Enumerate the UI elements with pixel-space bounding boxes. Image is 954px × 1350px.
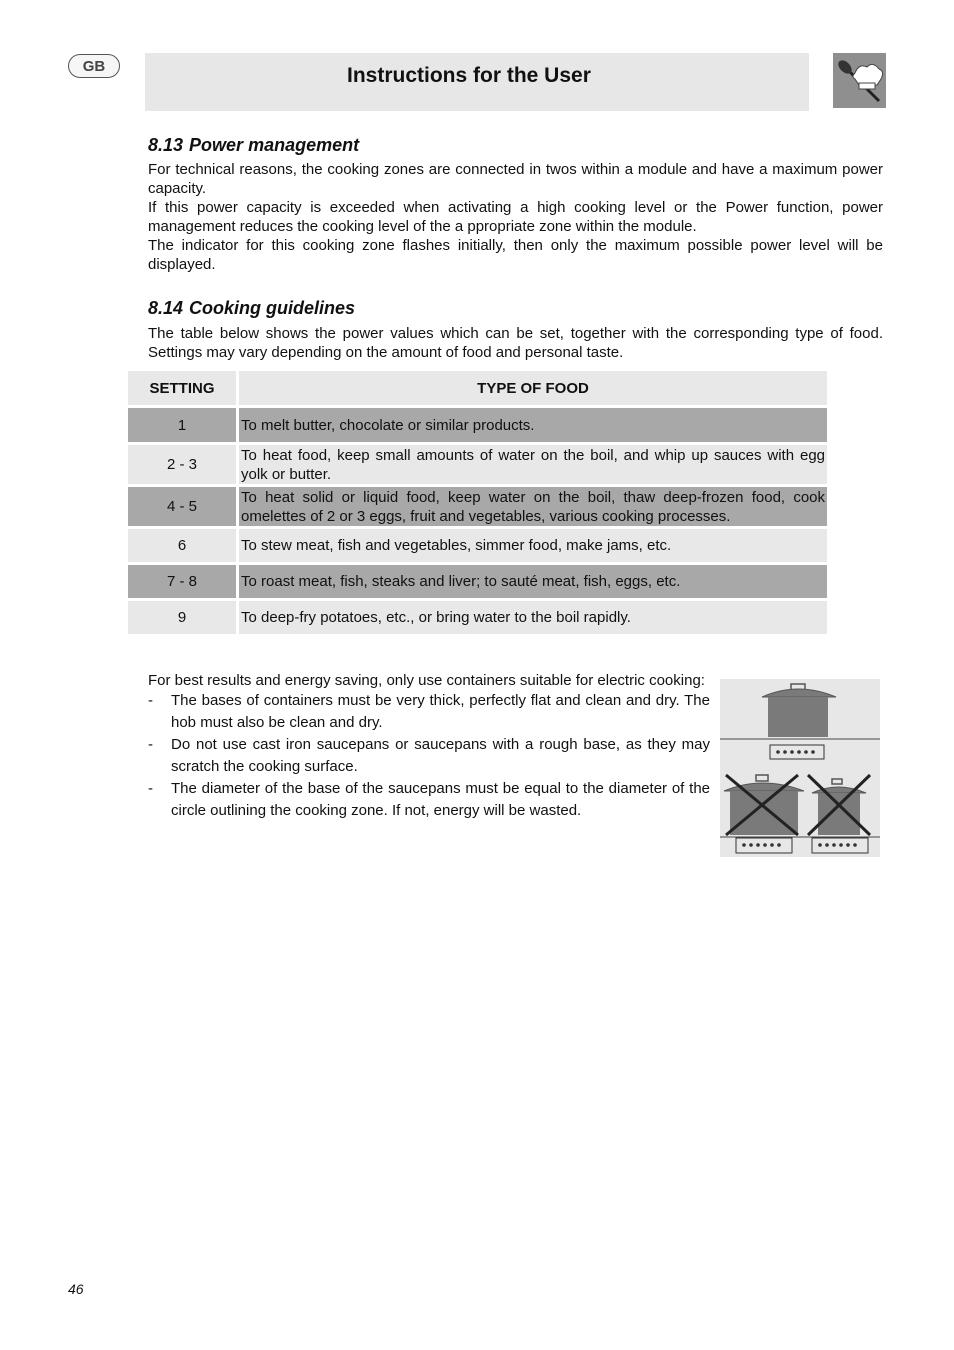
power-management-text	[148, 160, 883, 274]
list-item	[148, 778, 710, 822]
list-item	[148, 690, 710, 734]
setting-cell: 1	[128, 408, 236, 442]
table-row	[128, 565, 827, 598]
column-header-setting: SETTING	[128, 371, 236, 405]
food-cell: To melt butter, chocolate or similar products.	[239, 408, 827, 442]
table-row	[128, 529, 827, 562]
table-row	[128, 445, 827, 484]
bullet-text: Do not use cast iron saucepans or saucepans with a rough base, as they may scratch the cooking surface.	[171, 736, 710, 775]
setting-cell: 4 - 5	[128, 487, 236, 526]
bullet-text: The diameter of the base of the saucepans must be equal to the diameter of the circle outlining the cooking zone. If not, energy will be wasted.	[171, 780, 710, 819]
chef-hat-spoon-icon	[833, 53, 886, 108]
food-cell: To heat solid or liquid food, keep water on the boil, thaw deep-frozen food, cook omelettes of 2 or 3 eggs, fruit and vegetables, various cooking processes.	[241, 488, 825, 525]
table-header-row	[128, 371, 827, 405]
paragraph: If this power capacity is exceeded when activating a high cooking level or the Power function, power management reduces the cooking level of the a ppropriate zone within the module.	[148, 199, 883, 235]
language-badge: GB	[68, 54, 120, 78]
bullet-text: The bases of containers must be very thick, perfectly flat and clean and dry. The hob must also be clean and dry.	[171, 692, 710, 731]
cooking-guidelines-intro	[148, 324, 883, 362]
paragraph: For technical reasons, the cooking zones are connected in twos within a module and have a maximum power capacity.	[148, 161, 883, 197]
setting-cell: 7 - 8	[128, 565, 236, 598]
food-cell: To deep-fry potatoes, etc., or bring water to the boil rapidly.	[239, 601, 827, 634]
bullet-marker: -	[148, 736, 153, 753]
section-heading: Power management	[189, 135, 360, 155]
containers-advice	[148, 671, 710, 822]
column-header-food: TYPE OF FOOD	[239, 371, 827, 405]
food-cell: To heat food, keep small amounts of water on the boil, and whip up sauces with egg yolk or butter.	[241, 446, 825, 483]
table-row	[128, 487, 827, 526]
bullet-marker: -	[148, 692, 153, 709]
page-title: Instructions for the User	[347, 64, 591, 87]
table-row	[128, 408, 827, 442]
section-number: 8.13	[148, 135, 184, 155]
cooking-guidelines-table	[128, 368, 827, 637]
paragraph: The table below shows the power values which can be set, together with the corresponding type of food. Settings may vary depending on the amount of food and personal taste.	[148, 325, 883, 361]
setting-cell: 9	[128, 601, 236, 634]
containers-intro: For best results and energy saving, only use containers suitable for electric cooking:	[148, 672, 705, 689]
section-title-power-management	[148, 135, 359, 156]
bullet-marker: -	[148, 780, 153, 797]
setting-cell: 6	[128, 529, 236, 562]
food-cell: To roast meat, fish, steaks and liver; to sauté meat, fish, eggs, etc.	[239, 565, 827, 598]
page-number: 46	[68, 1281, 84, 1297]
list-item	[148, 734, 710, 778]
setting-cell: 2 - 3	[128, 445, 236, 484]
section-heading: Cooking guidelines	[189, 298, 356, 318]
food-cell: To stew meat, fish and vegetables, simmer food, make jams, etc.	[239, 529, 827, 562]
saucepan-sizing-diagram-icon	[720, 679, 880, 857]
paragraph: The indicator for this cooking zone flashes initially, then only the maximum possible power level will be displayed.	[148, 237, 883, 273]
section-title-cooking-guidelines	[148, 298, 355, 319]
section-number: 8.14	[148, 298, 184, 318]
table-row	[128, 601, 827, 634]
